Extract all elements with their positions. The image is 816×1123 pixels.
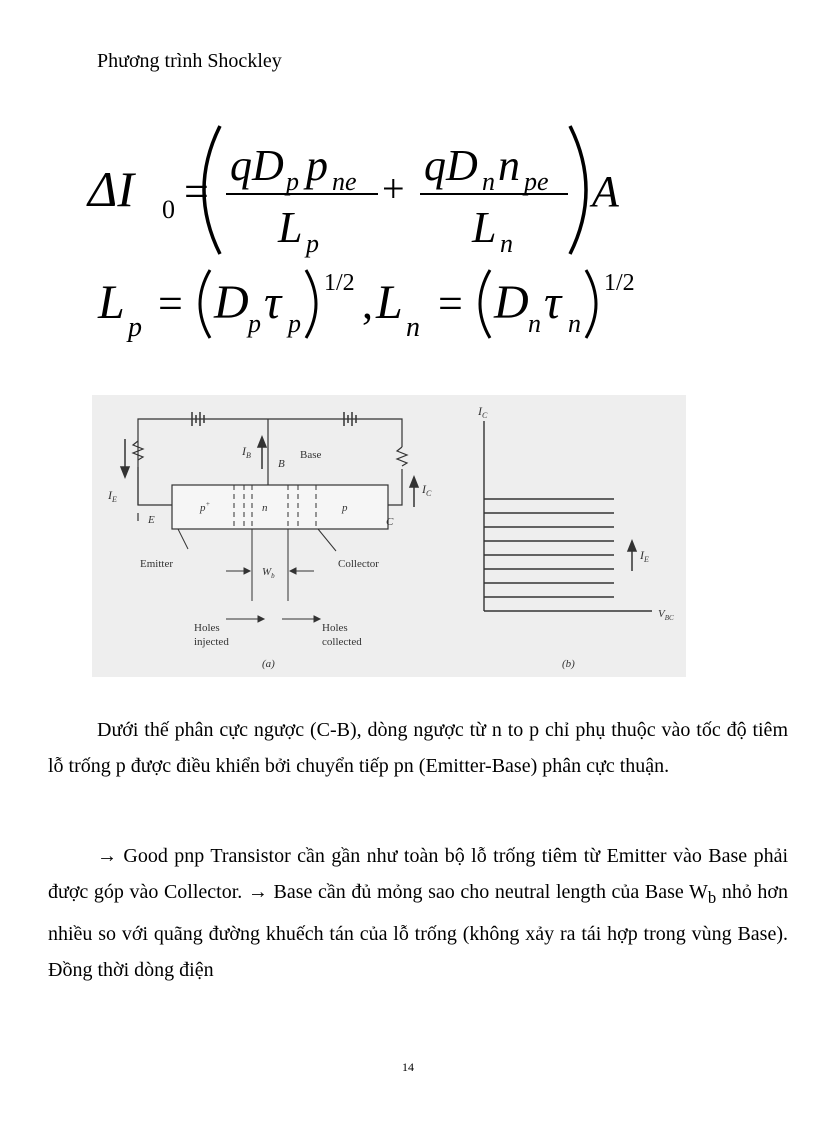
dn-d: D (494, 276, 529, 329)
paragraph-2-part2: Base cần đủ mỏng sao cho neutral length của Base W (267, 881, 708, 903)
equals-2: = (158, 279, 183, 328)
num2-qd: qD (424, 141, 478, 190)
tau-n: τ (544, 276, 562, 329)
lp-l: L (98, 276, 125, 329)
caption-a: (a) (262, 658, 275, 670)
arrow-2: → (247, 881, 268, 903)
paragraph-1 (48, 712, 788, 784)
holes-collected-label-1: Holes (322, 622, 348, 634)
num1-qd: qD (230, 141, 284, 190)
num1-sub-p: p (286, 167, 299, 196)
e-terminal-label: E (148, 514, 155, 526)
tau-p: τ (264, 276, 282, 329)
paren-open-2 (200, 270, 210, 338)
c-terminal-label: C (386, 516, 394, 528)
paren-close-3 (586, 270, 596, 338)
right-paren (570, 126, 586, 254)
dn-sub: n (528, 309, 541, 338)
transistor-figure (92, 395, 686, 677)
num1-p: p (306, 141, 328, 190)
num2-sub-pe: pe (524, 167, 549, 196)
wb-subscript: b (707, 888, 717, 907)
paragraph-2 (48, 838, 788, 988)
page-heading: Phương trình Shockley (97, 50, 282, 72)
page-number: 14 (402, 1060, 414, 1074)
emitter-label: Emitter (140, 558, 173, 570)
tau-p-sub: p (288, 309, 301, 338)
ib-label: $I_B$ (242, 444, 251, 460)
paren-close-2 (306, 270, 316, 338)
sub-zero: 0 (162, 195, 175, 224)
den1-sub-p: p (306, 229, 319, 258)
paragraph-1-text: Dưới thế phân cực ngược (C-B), dòng ngược từ n to p chỉ phụ thuộc vào tốc độ tiêm lỗ trống p được điều khiển bởi chuyển tiếp pn (Emitter-Base) phân cực thuận. (48, 719, 788, 777)
equals-3: = (438, 279, 463, 328)
ic-label: $I_C$ (422, 482, 432, 498)
plus-sign: + (382, 166, 405, 211)
paren-open-3 (480, 270, 490, 338)
paragraph-2-part3: nhỏ hơn nhiều so với quãng đường khuếch tán của lỗ trống (không xảy ra tái hợp trong vùng Base). Đồng thời dòng điện (48, 881, 789, 981)
exp-half-2: 1/2 (604, 270, 635, 296)
dp-d: D (214, 276, 249, 329)
wb-label: $W_b$ (262, 566, 275, 580)
ie-label: $I_E$ (108, 488, 117, 504)
characteristic-plot (484, 421, 652, 611)
transistor-figure-svg (92, 395, 686, 677)
n-region: n (262, 502, 268, 514)
p-plus-region: p+ (200, 500, 211, 514)
area-a: A (592, 167, 619, 216)
dp-sub: p (248, 309, 261, 338)
paragraph-2-part1: Good pnp Transistor cần gần như toàn bộ lỗ trống tiêm từ Emitter vào Base phải được góp vào Collector. (48, 845, 788, 903)
arrow-1: → (97, 845, 117, 867)
caption-b: (b) (562, 658, 575, 670)
shockley-equation (80, 118, 680, 380)
base-label: Base (300, 449, 322, 461)
den1-l: L (278, 203, 303, 252)
num1-sub-ne: ne (332, 167, 357, 196)
tau-n-sub: n (568, 309, 581, 338)
p-region: p (342, 502, 348, 514)
num2-n: n (498, 141, 520, 190)
holes-collected-label-2: collected (322, 636, 362, 648)
exp-half-1: 1/2 (324, 270, 355, 296)
ic-axis-label: $I_C$ (478, 404, 488, 420)
vbc-axis-label: $V_{BC}$ (658, 608, 674, 622)
ln-l: L (376, 276, 403, 329)
den2-sub-n: n (500, 229, 513, 258)
den2-l: L (472, 203, 497, 252)
delta-i0: ΔI (88, 161, 134, 217)
num2-sub-n: n (482, 167, 495, 196)
holes-injected-label-2: injected (194, 636, 229, 648)
ie-curve-label: $I_E$ (640, 548, 649, 564)
lp-sub: p (128, 312, 142, 343)
collector-label: Collector (338, 558, 379, 570)
comma: , (362, 279, 373, 328)
b-terminal-label: B (278, 458, 285, 470)
equals-sign: = (184, 167, 209, 216)
ln-sub: n (406, 312, 420, 343)
holes-injected-label-1: Holes (194, 622, 220, 634)
